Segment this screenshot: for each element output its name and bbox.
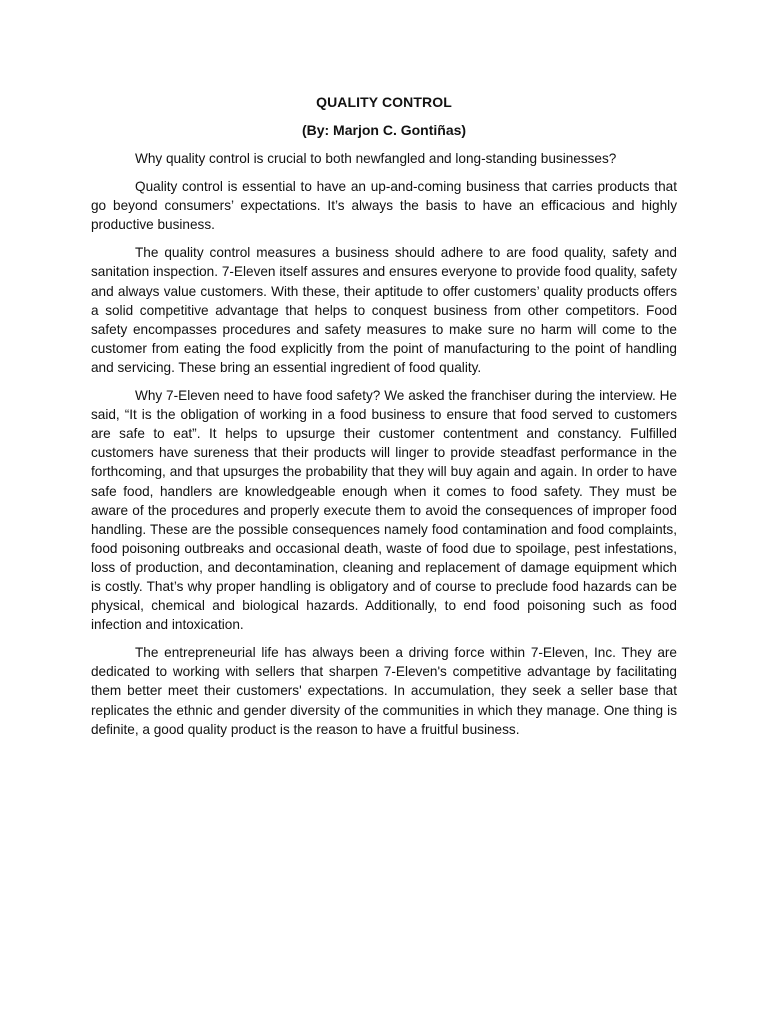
paragraph-1: Quality control is essential to have an up-and-coming business that carries products that go beyond consumers’ expectations. It’s always the basis to have an efficacious and highly productive business. (91, 179, 677, 233)
document-title: QUALITY CONTROL (316, 94, 452, 110)
paragraph-3: Why 7-Eleven need to have food safety? We asked the franchiser during the interview. He said, “It is the obligation of working in a food business to ensure that food served to customers are safe to eat”. It helps to upsurge their customer contentment and constancy. Fulfilled customers have sureness that their products will linger to provide steadfast performance in the forthcoming, and that upsurges the probability that they will buy again and again. In order to have safe food, handlers are knowledgeable enough when it comes to food safety. They must be aware of the procedures and properly execute them to avoid the consequences of improper food handling. These are the possible consequences namely food contamination and food complaints, food poisoning outbreaks and occasional death, waste of food due to spoilage, pest infestations, loss of production, and decontamination, cleaning and replacement of damage equipment which is costly. That’s why proper handling is obligatory and of course to preclude food hazards can be physical, chemical and biological hazards. Additionally, to end food poisoning such as food infection and intoxication. (91, 388, 677, 633)
paragraph-2: The quality control measures a business should adhere to are food quality, safety and sanitation inspection. 7-Eleven itself assures and ensures everyone to provide food quality, safety and always value customers. With these, their aptitude to offer customers’ quality products offers a solid competitive advantage that helps to conquest business from other competitors. Food safety encompasses procedures and safety measures to make sure no harm will come to the customer from eating the food explicitly from the point of manufacturing to the point of handling and servicing. These bring an essential ingredient of food quality. (91, 245, 677, 375)
document-body (91, 93, 677, 739)
document-byline: (By: Marjon C. Gontiñas) (301, 122, 467, 138)
paragraph-4: The entrepreneurial life has always been a driving force within 7-Eleven, Inc. They are dedicated to working with sellers that sharpen 7-Eleven's competitive advantage by facilitating them better meet their customers' expectations. In accumulation, they seek a seller base that replicates the ethnic and gender diversity of the communities in which they manage. One thing is definite, a good quality product is the reason to have a fruitful business. (91, 645, 677, 737)
intro-question: Why quality control is crucial to both newfangled and long-standing businesses? (135, 151, 617, 166)
